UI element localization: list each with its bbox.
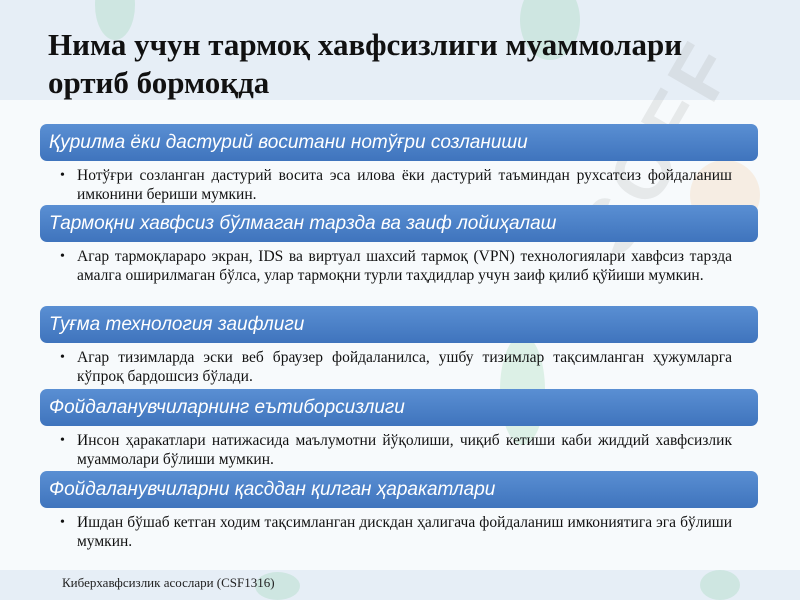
footer-course-label: Киберхавфсизлик асослари (CSF1316) [62,575,275,590]
bullet-item [60,431,732,469]
bullet-item [60,247,732,285]
section-header-user-intentional: Фойдаланувчиларни қасддан қилган ҳаракатлари [40,471,758,508]
page-title: Нима учун тармоқ хавфсизлиги муаммолари ортиб бормоқда [48,27,683,100]
bullet-item [60,348,732,386]
section-header-tech-weakness: Туғма технология заифлиги [40,306,758,343]
bullet-text: Нотўғри созланган дастурий восита эса илова ёки дастурий таъминдан рухсатсиз фойдаланиш имконини бериши мумкин. [77,167,732,203]
bullet-icon: • [60,249,65,264]
bullet-text: Агар тармоқлараро экран, IDS ва виртуал шахсий тармоқ (VPN) технологиялари хавфсиз тарзда амалга оширилмаган бўлса, улар тармоқни турли таҳдидлар учун заиф қилиб қўйиши мумкин. [77,248,732,284]
bullet-text: Агар тизимларда эски веб браузер фойдаланилса, ушбу тизимлар тақсимланган ҳужумларга кўпроқ бардошсиз бўлади. [77,349,732,385]
bullet-icon: • [60,433,65,448]
bullet-icon: • [60,350,65,365]
bullet-item [60,166,732,204]
bullet-text: Инсон ҳаракатлари натижасида маълумотни йўқолиши, чиқиб кетиши каби жиддий хавфсизлик муаммолари бўлиши мумкин. [77,432,732,468]
section-header-device-config: Қурилма ёки дастурий воситани нотўғри созланиши [40,124,758,161]
section-header-network-design: Тармоқни хавфсиз бўлмаган тарзда ва заиф лойиҳалаш [40,205,758,242]
section-header-user-negligence: Фойдаланувчиларнинг еътиборсизлиги [40,389,758,426]
bullet-icon: • [60,168,65,183]
bullet-icon: • [60,515,65,530]
bullet-text: Ишдан бўшаб кетган ходим тақсимланган дискдан ҳалигача фойдаланиш имкониятига эга бўлиши мумкин. [77,514,732,550]
bullet-item [60,513,732,551]
